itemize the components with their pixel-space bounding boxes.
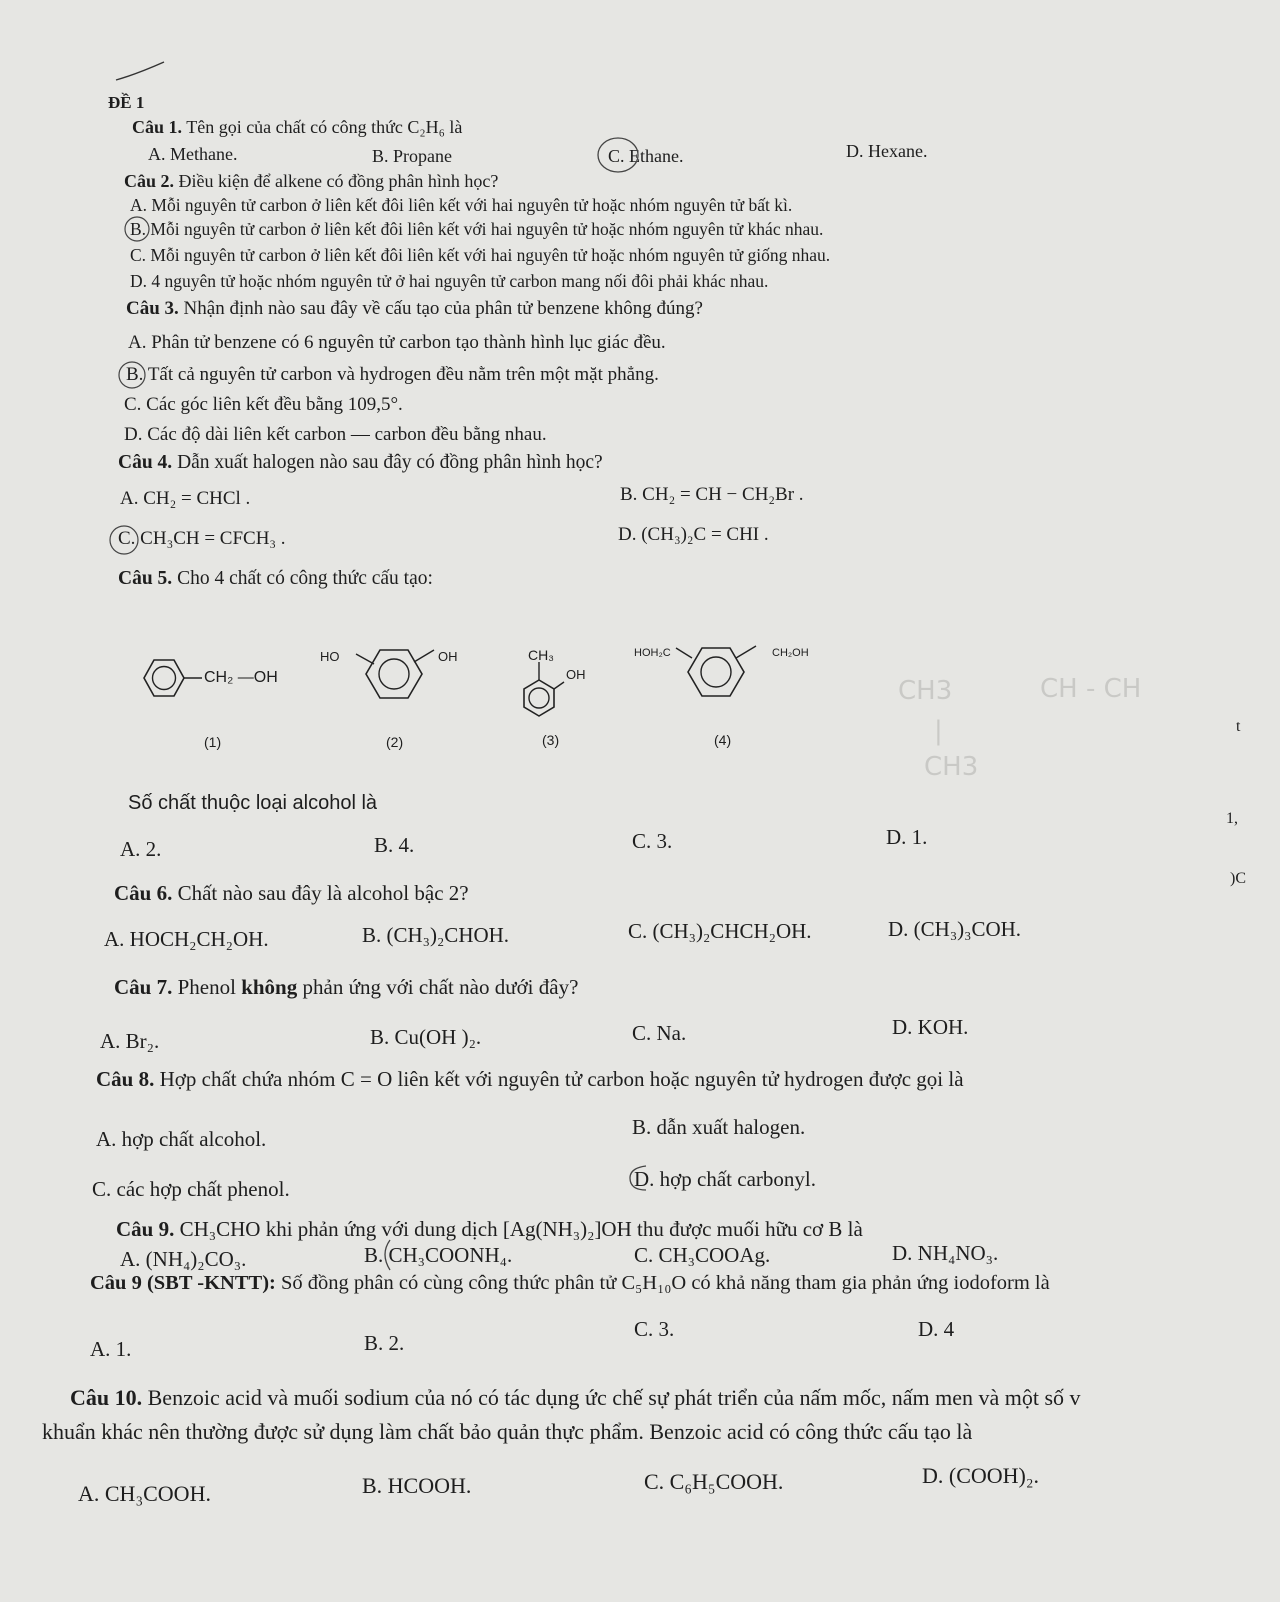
question-9b-number: Câu 9 (SBT -KNTT):	[90, 1272, 276, 1294]
structure-2-right-group: OH	[438, 649, 458, 664]
question-6	[114, 880, 469, 906]
q2-option-a[interactable]: A. Mỗi nguyên tử carbon ở liên kết đôi liên kết với hai nguyên tử hoặc nhóm nguyên tử bất kì.	[130, 195, 793, 215]
question-4	[118, 452, 603, 474]
structure-1-number: (1)	[204, 734, 222, 750]
q8-circled-answer	[624, 1162, 654, 1194]
q8-option-c[interactable]: C. các hợp chất phenol.	[92, 1177, 290, 1201]
q10-option-a[interactable]: A. CH₃COOH.	[78, 1481, 211, 1506]
q9b-option-d[interactable]: D. 4	[918, 1317, 955, 1341]
exam-title: ĐỀ 1	[108, 93, 145, 112]
question-5-number: Câu 5.	[118, 568, 173, 589]
q3-option-d[interactable]: D. Các độ dài liên kết carbon — carbon đều bằng nhau.	[124, 424, 547, 445]
handwriting-3: |	[934, 716, 943, 746]
q3-option-b[interactable]: B. Tất cả nguyên tử carbon và hydrogen đều nằm trên một mặt phẳng.	[126, 364, 659, 385]
q4-option-b[interactable]: B. CH₂ = CH − CH₂Br .	[620, 484, 804, 505]
q4-circled-answer	[106, 522, 142, 558]
q3-option-a[interactable]: A. Phân tử benzene có 6 nguyên tử carbon tạo thành hình lục giác đều.	[128, 332, 666, 353]
q1-option-c[interactable]: C. Ethane.	[608, 146, 684, 166]
question-7-stem-bold: không	[241, 975, 298, 999]
q9-option-d[interactable]: D. NH₄NO₃.	[892, 1241, 999, 1265]
q4-option-d[interactable]: D. (CH₃)₂C = CHI .	[618, 524, 769, 545]
structure-4-left-group: HOH₂C	[634, 647, 671, 659]
question-8-stem: Hợp chất chứa nhóm C = O liên kết với nguyên tử carbon hoặc nguyên tử hydrogen được gọi là	[159, 1067, 964, 1091]
question-1-stem: Tên gọi của chất có công thức C₂H₆ là	[186, 117, 463, 137]
structure-4-number: (4)	[714, 732, 732, 748]
q6-option-c[interactable]: C. (CH₃)₂CHCH₂OH.	[628, 919, 812, 943]
question-8-number: Câu 8.	[96, 1067, 155, 1091]
q3-circled-answer	[114, 358, 150, 392]
q7-option-d[interactable]: D. KOH.	[892, 1015, 969, 1039]
question-10-stem-line-2: khuẩn khác nên thường được sử dụng làm chất bảo quản thực phẩm. Benzoic acid có công thức cấu tạo là	[42, 1419, 973, 1444]
question-10	[70, 1384, 1081, 1412]
question-5	[118, 568, 433, 590]
question-3-stem: Nhận định nào sau đây về cấu tạo của phân tử benzene không đúng?	[183, 298, 703, 319]
question-9b-stem: Số đồng phân có cùng công thức phân tử C₅H₁₀O có khả năng tham gia phản ứng iodoform là	[281, 1272, 1050, 1294]
question-4-stem: Dẫn xuất halogen nào sau đây có đồng phân hình học?	[177, 452, 603, 473]
q2-option-b[interactable]: B. Mỗi nguyên tử carbon ở liên kết đôi liên kết với hai nguyên tử hoặc nhóm nguyên tử khác nhau.	[130, 219, 824, 239]
margin-mark-1: t	[1236, 718, 1241, 735]
question-7-stem-1: Phenol	[177, 975, 242, 999]
q5-option-c[interactable]: C. 3.	[632, 829, 673, 853]
margin-mark-3: )C	[1230, 870, 1246, 887]
structure-3-number: (3)	[542, 732, 560, 748]
question-7	[114, 974, 578, 1000]
q9b-option-a[interactable]: A. 1.	[90, 1337, 132, 1361]
q7-option-b[interactable]: B. Cu(OH )₂.	[370, 1025, 482, 1049]
q9b-option-c[interactable]: C. 3.	[634, 1317, 675, 1341]
question-9-stem: CH₃CHO khi phản ứng với dung dịch [Ag(NH₃)₂]OH thu được muối hữu cơ B là	[179, 1217, 863, 1241]
q1-option-a[interactable]: A. Methane.	[148, 144, 238, 164]
q8-option-a[interactable]: A. hợp chất alcohol.	[96, 1127, 267, 1151]
q10-option-c[interactable]: C. C₆H₅COOH.	[644, 1469, 784, 1494]
question-8	[96, 1066, 964, 1092]
structure-1-group: CH₂ —OH	[204, 669, 278, 686]
question-1-number: Câu 1.	[132, 117, 183, 137]
q9-option-c[interactable]: C. CH₃COOAg.	[634, 1243, 771, 1267]
q5-option-a[interactable]: A. 2.	[120, 837, 162, 861]
question-9b	[90, 1270, 1050, 1296]
question-5-prompt: Số chất thuộc loại alcohol là	[128, 792, 378, 814]
structure-2-left-group: HO	[320, 649, 340, 664]
q9-option-a[interactable]: A. (NH₄)₂CO₃.	[120, 1247, 247, 1271]
q7-option-a[interactable]: A. Br₂.	[100, 1029, 160, 1053]
question-6-stem: Chất nào sau đây là alcohol bậc 2?	[177, 881, 469, 905]
question-7-stem-2: phản ứng với chất nào dưới đây?	[297, 975, 579, 999]
q9-option-b[interactable]: B. CH₃COONH₄.	[364, 1243, 513, 1267]
q2-option-c[interactable]: C. Mỗi nguyên tử carbon ở liên kết đôi liên kết với hai nguyên tử hoặc nhóm nguyên tử giống nhau.	[130, 245, 831, 265]
handwriting-2: CH - CH	[1040, 674, 1142, 704]
q8-option-d[interactable]: D. hợp chất carbonyl.	[634, 1167, 816, 1191]
q5-option-b[interactable]: B. 4.	[374, 833, 415, 857]
question-3	[126, 298, 703, 320]
pen-mark	[112, 60, 172, 84]
structure-4-right-group: CH₂OH	[772, 647, 809, 659]
q6-option-d[interactable]: D. (CH₃)₃COH.	[888, 917, 1022, 941]
q6-option-a[interactable]: A. HOCH₂CH₂OH.	[104, 927, 269, 951]
q1-option-d[interactable]: D. Hexane.	[846, 141, 928, 161]
question-6-number: Câu 6.	[114, 881, 173, 905]
structure-2-number: (2)	[386, 734, 404, 750]
question-1	[132, 116, 462, 138]
q1-circled-answer	[594, 135, 714, 175]
question-2-stem: Điều kiện để alkene có đồng phân hình học?	[178, 171, 499, 191]
q5-option-d[interactable]: D. 1.	[886, 825, 928, 849]
question-2	[124, 170, 498, 192]
q9-circled-answer	[376, 1238, 396, 1272]
q4-option-c[interactable]: C. CH₃CH = CFCH₃ .	[118, 528, 286, 549]
q4-option-a[interactable]: A. CH₂ = CHCl .	[120, 488, 251, 509]
q10-option-d[interactable]: D. (COOH)₂.	[922, 1463, 1040, 1488]
structure-1-bond	[184, 672, 204, 684]
question-10-stem-line-1: Benzoic acid và muối sodium của nó có tác dụng ức chế sự phát triển của nấm mốc, nấm men và một số v	[147, 1385, 1081, 1410]
question-7-number: Câu 7.	[114, 975, 173, 999]
q9b-option-b[interactable]: B. 2.	[364, 1331, 405, 1355]
question-2-number: Câu 2.	[124, 171, 175, 191]
margin-mark-2: 1,	[1226, 810, 1238, 827]
question-5-stem: Cho 4 chất có công thức cấu tạo:	[177, 568, 433, 589]
q10-option-b[interactable]: B. HCOOH.	[362, 1473, 472, 1498]
handwriting-4: CH3	[924, 752, 979, 782]
handwriting-1: CH3	[898, 676, 953, 706]
structure-3-top-group: CH₃	[528, 647, 554, 663]
question-9-number: Câu 9.	[116, 1217, 175, 1241]
structure-3-right-group: OH	[566, 667, 586, 682]
q2-circled-answer	[122, 214, 152, 244]
q6-option-b[interactable]: B. (CH₃)₂CHOH.	[362, 923, 510, 947]
question-9	[116, 1216, 863, 1242]
q3-option-c[interactable]: C. Các góc liên kết đều bằng 109,5°.	[124, 394, 403, 415]
q1-option-b[interactable]: B. Propane	[372, 146, 452, 166]
q7-option-c[interactable]: C. Na.	[632, 1021, 687, 1045]
q8-option-b[interactable]: B. dẫn xuất halogen.	[632, 1115, 806, 1139]
question-3-number: Câu 3.	[126, 298, 179, 319]
q2-option-d[interactable]: D. 4 nguyên tử hoặc nhóm nguyên tử ở hai nguyên tử carbon mang nối đôi phải khác nhau.	[130, 271, 769, 291]
question-4-number: Câu 4.	[118, 452, 173, 473]
question-10-number: Câu 10.	[70, 1385, 143, 1410]
